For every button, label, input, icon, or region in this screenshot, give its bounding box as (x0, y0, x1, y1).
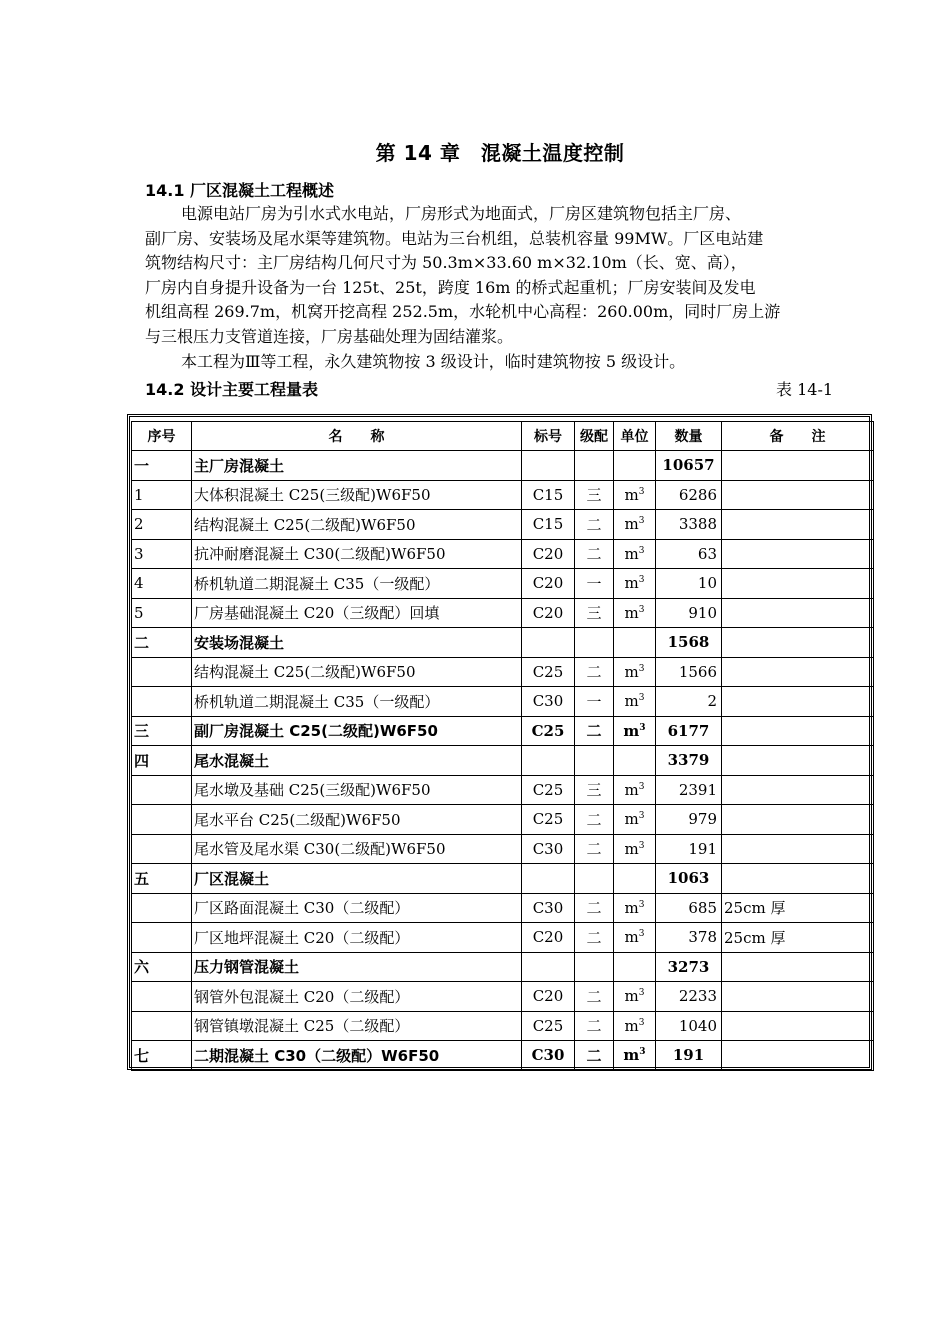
unit-superscript: 3 (638, 781, 645, 792)
row-name: 安装场混凝土 (192, 628, 522, 658)
row-number: 2 (132, 510, 192, 540)
header-mix: 级配 (575, 422, 614, 451)
table-row (132, 864, 874, 894)
row-qty: 6177 (656, 716, 722, 746)
row-grade: C30 (522, 834, 575, 864)
row-grade (522, 628, 575, 658)
row-qty: 910 (656, 598, 722, 628)
row-grade: C25 (522, 775, 575, 805)
row-grade: C20 (522, 982, 575, 1012)
unit-superscript: 3 (639, 722, 646, 733)
row-name: 厂区地坪混凝土 C20（二级配） (192, 923, 522, 953)
unit-superscript: 3 (638, 811, 645, 822)
row-mix (575, 952, 614, 982)
row-number: 三 (132, 716, 192, 746)
row-name: 压力钢管混凝土 (192, 952, 522, 982)
row-name: 钢管外包混凝土 C20（二级配） (192, 982, 522, 1012)
row-unit: $m^3$ (614, 1011, 656, 1041)
row-qty: 10657 (656, 451, 722, 481)
row-grade (522, 746, 575, 776)
table-row (132, 834, 874, 864)
row-note (722, 864, 874, 894)
row-note (722, 1011, 874, 1041)
row-grade: C25 (522, 716, 575, 746)
table-row (132, 569, 874, 599)
row-grade: C25 (522, 1011, 575, 1041)
row-unit (614, 746, 656, 776)
paragraph-line: 厂房内自身提升设备为一台 125t、25t，跨度 16m 的桥式起重机；厂房安装间及发电 (145, 277, 756, 297)
row-name: 副厂房混凝土 C25(二级配)W6F50 (192, 716, 522, 746)
row-note (722, 510, 874, 540)
table-row (132, 510, 874, 540)
row-grade: C20 (522, 598, 575, 628)
paragraph-line: 电源电站厂房为引水式水电站，厂房形式为地面式，厂房区建筑物包括主厂房、 (181, 204, 742, 223)
header-no: 序号 (132, 422, 192, 451)
row-qty: 3273 (656, 952, 722, 982)
row-number (132, 834, 192, 864)
row-name: 主厂房混凝土 (192, 451, 522, 481)
header-unit: 单位 (614, 422, 656, 451)
row-unit: $m^3$ (614, 657, 656, 687)
unit-superscript: 3 (638, 899, 645, 910)
row-qty: 1040 (656, 1011, 722, 1041)
row-note (722, 451, 874, 481)
row-grade: C30 (522, 687, 575, 717)
row-note (722, 657, 874, 687)
row-mix: 一 (575, 569, 614, 599)
row-name: 厂区路面混凝土 C30（二级配） (192, 893, 522, 923)
table-row (132, 1041, 874, 1071)
table-row (132, 982, 874, 1012)
header-grade: 标号 (522, 422, 575, 451)
row-qty: 1566 (656, 657, 722, 687)
unit-superscript: 3 (638, 516, 645, 527)
row-unit: $m^3$ (614, 1041, 656, 1071)
row-note (722, 628, 874, 658)
row-number: 四 (132, 746, 192, 776)
row-number: 5 (132, 598, 192, 628)
row-grade: C15 (522, 510, 575, 540)
quantities-table-frame (127, 414, 872, 1070)
row-unit: $m^3$ (614, 598, 656, 628)
row-qty: 1063 (656, 864, 722, 894)
table-row (132, 628, 874, 658)
row-mix: 二 (575, 1011, 614, 1041)
unit-superscript: 3 (638, 604, 645, 615)
unit-superscript: 3 (638, 663, 645, 674)
row-grade (522, 864, 575, 894)
row-name: 二期混凝土 C30（二级配）W6F50 (192, 1041, 522, 1071)
row-name: 抗冲耐磨混凝土 C30(二级配)W6F50 (192, 539, 522, 569)
row-unit: $m^3$ (614, 539, 656, 569)
header-note: 备 注 (722, 422, 874, 451)
row-unit: $m^3$ (614, 775, 656, 805)
unit-superscript: 3 (638, 575, 645, 586)
row-unit (614, 628, 656, 658)
table-row (132, 893, 874, 923)
row-number (132, 982, 192, 1012)
row-name: 尾水墩及基础 C25(三级配)W6F50 (192, 775, 522, 805)
unit-superscript: 3 (638, 840, 645, 851)
table-row (132, 923, 874, 953)
row-name: 结构混凝土 C25(二级配)W6F50 (192, 657, 522, 687)
paragraph-line: 筑物结构尺寸：主厂房结构几何尺寸为 50.3m×33.60 m×32.10m（长、宽、高）， (145, 253, 747, 273)
row-grade: C30 (522, 893, 575, 923)
row-grade: C20 (522, 539, 575, 569)
unit-superscript: 3 (638, 1017, 645, 1028)
row-mix: 二 (575, 805, 614, 835)
row-qty: 378 (656, 923, 722, 953)
row-name: 结构混凝土 C25(二级配)W6F50 (192, 510, 522, 540)
row-qty: 191 (656, 834, 722, 864)
table-row (132, 539, 874, 569)
row-mix: 三 (575, 480, 614, 510)
row-name: 厂房基础混凝土 C20（三级配）回填 (192, 598, 522, 628)
row-unit: $m^3$ (614, 687, 656, 717)
unit-superscript: 3 (638, 929, 645, 940)
row-note (722, 539, 874, 569)
row-qty: 63 (656, 539, 722, 569)
table-row (132, 952, 874, 982)
row-mix: 二 (575, 539, 614, 569)
row-grade: C20 (522, 569, 575, 599)
quantities-table (131, 421, 874, 1071)
row-note (722, 952, 874, 982)
row-number: 五 (132, 864, 192, 894)
paragraph-line: 本工程为Ⅲ等工程，永久建筑物按 3 级设计，临时建筑物按 5 级设计。 (181, 351, 686, 371)
unit-superscript: 3 (638, 545, 645, 556)
row-note: 25cm 厚 (722, 893, 874, 923)
row-qty: 3379 (656, 746, 722, 776)
row-qty: 685 (656, 893, 722, 923)
table-row (132, 598, 874, 628)
row-note (722, 598, 874, 628)
row-grade: C15 (522, 480, 575, 510)
row-note (722, 687, 874, 717)
row-unit: $m^3$ (614, 510, 656, 540)
table-row (132, 687, 874, 717)
row-name: 桥机轨道二期混凝土 C35（一级配） (192, 687, 522, 717)
row-note (722, 834, 874, 864)
row-note (722, 716, 874, 746)
row-mix: 二 (575, 657, 614, 687)
table-header-row (132, 422, 874, 451)
row-mix: 三 (575, 775, 614, 805)
unit-superscript: 3 (639, 1047, 646, 1058)
row-number: 1 (132, 480, 192, 510)
row-mix (575, 628, 614, 658)
row-name: 大体积混凝土 C25(三级配)W6F50 (192, 480, 522, 510)
row-unit: $m^3$ (614, 480, 656, 510)
row-number: 二 (132, 628, 192, 658)
row-grade: C30 (522, 1041, 575, 1071)
row-qty: 1568 (656, 628, 722, 658)
unit-superscript: 3 (638, 486, 645, 497)
row-qty: 979 (656, 805, 722, 835)
row-mix: 二 (575, 716, 614, 746)
unit-superscript: 3 (638, 988, 645, 999)
section-heading-quantities: 14.2 设计主要工程量表 (145, 380, 319, 399)
row-grade (522, 451, 575, 481)
row-name: 尾水混凝土 (192, 746, 522, 776)
row-note (722, 480, 874, 510)
row-note (722, 775, 874, 805)
row-number (132, 687, 192, 717)
row-qty: 2 (656, 687, 722, 717)
row-note (722, 569, 874, 599)
row-number (132, 923, 192, 953)
row-grade: C20 (522, 923, 575, 953)
row-mix: 二 (575, 923, 614, 953)
row-number (132, 775, 192, 805)
table-row (132, 746, 874, 776)
row-unit: $m^3$ (614, 834, 656, 864)
row-qty: 2391 (656, 775, 722, 805)
row-unit: $m^3$ (614, 716, 656, 746)
row-unit (614, 864, 656, 894)
row-number: 六 (132, 952, 192, 982)
row-note (722, 805, 874, 835)
paragraph-line: 与三根压力支管道连接，厂房基础处理为固结灌浆。 (145, 326, 514, 346)
row-name: 桥机轨道二期混凝土 C35（一级配） (192, 569, 522, 599)
unit-superscript: 3 (638, 693, 645, 704)
row-unit: $m^3$ (614, 923, 656, 953)
row-number: 七 (132, 1041, 192, 1071)
row-grade: C25 (522, 805, 575, 835)
row-mix: 二 (575, 1041, 614, 1071)
row-mix: 一 (575, 687, 614, 717)
row-number: 3 (132, 539, 192, 569)
row-name: 厂区混凝土 (192, 864, 522, 894)
row-number (132, 893, 192, 923)
row-qty: 191 (656, 1041, 722, 1071)
row-mix (575, 746, 614, 776)
row-note: 25cm 厚 (722, 923, 874, 953)
table-row (132, 775, 874, 805)
row-unit: $m^3$ (614, 569, 656, 599)
table-row (132, 657, 874, 687)
row-unit (614, 451, 656, 481)
row-number (132, 657, 192, 687)
row-mix: 二 (575, 834, 614, 864)
row-qty: 6286 (656, 480, 722, 510)
row-unit (614, 952, 656, 982)
row-note (722, 982, 874, 1012)
row-mix: 二 (575, 510, 614, 540)
section-heading-overview: 14.1 厂区混凝土工程概述 (145, 181, 335, 200)
table-row (132, 451, 874, 481)
table-row (132, 805, 874, 835)
row-grade (522, 952, 575, 982)
chapter-title: 第 14 章 混凝土温度控制 (375, 141, 625, 165)
row-mix (575, 451, 614, 481)
row-name: 尾水管及尾水渠 C30(二级配)W6F50 (192, 834, 522, 864)
row-note (722, 1041, 874, 1071)
header-name: 名 称 (192, 422, 522, 451)
table-row (132, 716, 874, 746)
row-name: 尾水平台 C25(二级配)W6F50 (192, 805, 522, 835)
row-mix (575, 864, 614, 894)
row-unit: $m^3$ (614, 982, 656, 1012)
row-qty: 2233 (656, 982, 722, 1012)
row-mix: 二 (575, 982, 614, 1012)
row-number: 4 (132, 569, 192, 599)
table-number: 表 14-1 (776, 380, 834, 399)
overview-paragraph (145, 202, 865, 374)
row-number (132, 1011, 192, 1041)
row-mix: 二 (575, 893, 614, 923)
row-mix: 三 (575, 598, 614, 628)
table-row (132, 1011, 874, 1041)
paragraph-line: 机组高程 269.7m，机窝开挖高程 252.5m，水轮机中心高程：260.00m，同时厂房上游 (145, 302, 781, 322)
row-qty: 10 (656, 569, 722, 599)
row-unit: $m^3$ (614, 893, 656, 923)
row-qty: 3388 (656, 510, 722, 540)
row-unit: $m^3$ (614, 805, 656, 835)
row-note (722, 746, 874, 776)
table-row (132, 480, 874, 510)
row-grade: C25 (522, 657, 575, 687)
row-number: 一 (132, 451, 192, 481)
row-number (132, 805, 192, 835)
row-name: 钢管镇墩混凝土 C25（二级配） (192, 1011, 522, 1041)
header-qty: 数量 (656, 422, 722, 451)
paragraph-line: 副厂房、安装场及尾水渠等建筑物。电站为三台机组，总装机容量 99MW。厂区电站建 (145, 228, 764, 248)
